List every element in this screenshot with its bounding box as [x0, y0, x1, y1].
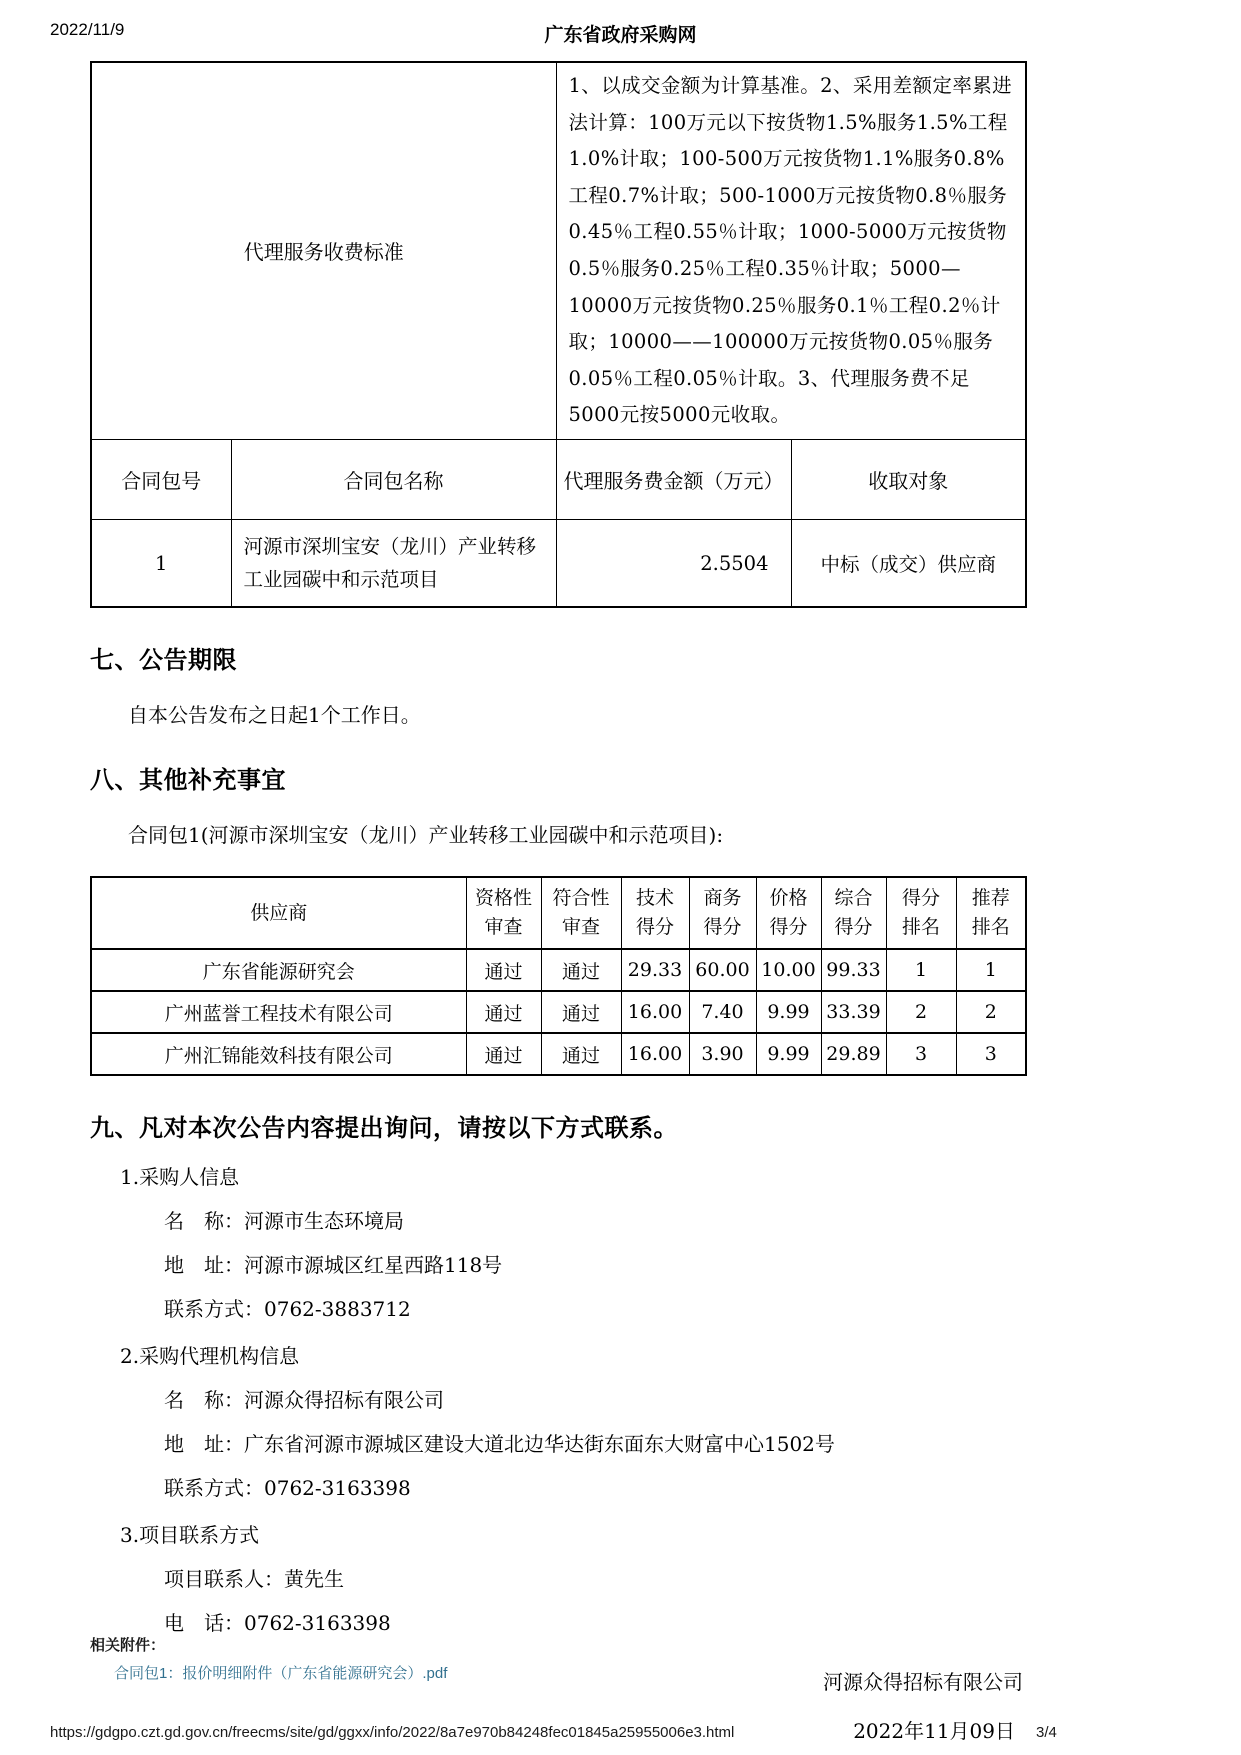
price-score-cell: 9.99 [756, 991, 821, 1033]
signature-company: 河源众得招标有限公司 [823, 1670, 1023, 1695]
total-score-cell: 99.33 [821, 949, 886, 991]
col-header-price-score: 价格 得分 [756, 877, 821, 949]
fee-standard-label: 代理服务收费标准 [91, 62, 556, 439]
technical-score-cell: 16.00 [621, 1033, 689, 1075]
supplier-row [91, 1033, 1026, 1075]
col-header-package-no: 合同包号 [91, 439, 231, 519]
purchaser-address: 地 址：河源市源城区红星西路118号 [164, 1253, 503, 1278]
section-8-body: 合同包1(河源市深圳宝安（龙川）产业转移工业园碳中和示范项目): [128, 823, 724, 848]
section-8-title: 八、其他补充事宜 [90, 765, 286, 795]
supplier-row [91, 991, 1026, 1033]
score-rank-cell: 2 [886, 991, 956, 1033]
conformity-cell: 通过 [541, 991, 621, 1033]
package-name-cell: 河源市深圳宝安（龙川）产业转移工业园碳中和示范项目 [231, 519, 556, 607]
document-content [90, 61, 1025, 1744]
fee-table-header-row [91, 439, 1026, 519]
col-header-fee-target: 收取对象 [791, 439, 1026, 519]
technical-score-cell: 29.33 [621, 949, 689, 991]
project-contact-phone: 电 话：0762-3163398 [164, 1611, 391, 1636]
agency-address: 地 址：广东省河源市源城区建设大道北边华达街东面东大财富中心1502号 [164, 1432, 835, 1457]
purchaser-info-title: 1.采购人信息 [120, 1165, 240, 1190]
qualification-cell: 通过 [466, 949, 541, 991]
site-title: 广东省政府采购网 [544, 25, 697, 46]
fee-target-cell: 中标（成交）供应商 [791, 519, 1026, 607]
recommend-rank-cell: 3 [956, 1033, 1026, 1075]
supplier-score-table [90, 876, 1027, 1076]
agency-name: 名 称：河源众得招标有限公司 [164, 1388, 444, 1413]
recommend-rank-cell: 1 [956, 949, 1026, 991]
price-score-cell: 10.00 [756, 949, 821, 991]
supplier-name-cell: 广州蓝誉工程技术有限公司 [91, 991, 466, 1033]
qualification-cell: 通过 [466, 991, 541, 1033]
col-header-recommend-rank: 推荐 排名 [956, 877, 1026, 949]
signature-date: 2022年11月09日 [853, 1719, 1015, 1744]
fee-table-data-row [91, 519, 1026, 607]
col-header-package-name: 合同包名称 [231, 439, 556, 519]
footer-url: https://gdgpo.czt.gd.gov.cn/freecms/site/gd/ggxx/info/2022/8a7e970b84248fec01845a25955006e3.html [50, 1724, 735, 1741]
supplier-row [91, 949, 1026, 991]
section-7-body: 自本公告发布之日起1个工作日。 [128, 703, 421, 728]
section-7-title: 七、公告期限 [90, 645, 237, 675]
section-9-title: 九、凡对本次公告内容提出询问，请按以下方式联系。 [90, 1113, 678, 1143]
col-header-total-score: 综合 得分 [821, 877, 886, 949]
agency-info-title: 2.采购代理机构信息 [120, 1344, 300, 1369]
score-table-header-row [91, 877, 1026, 949]
attachments-label: 相关附件： [90, 1637, 166, 1654]
col-header-technical-score: 技术 得分 [621, 877, 689, 949]
col-header-supplier: 供应商 [91, 877, 466, 949]
business-score-cell: 3.90 [689, 1033, 756, 1075]
attachment-pdf-link[interactable]: 合同包1：报价明细附件（广东省能源研究会）.pdf [114, 1665, 448, 1682]
purchaser-phone: 联系方式：0762-3883712 [164, 1297, 411, 1322]
fee-standard-description: 1、以成交金额为计算基准。2、采用差额定率累进法计算：100万元以下按货物1.5%服务1.5%工程1.0%计取；100-500万元按货物1.1%服务0.8%工程0.7%计取；500-1000万元按货物0.8％服务0.45％工程0.55％计取；1000-5000万元按货物0.5％服务0.25％工程0.35％计取；5000—10000万元按货物0.25％服务0.1％工程0.2％计取；10000——100000万元按货物0.05％服务0.05％工程0.05％计取。3、代理服务费不足5000元按5000元收取。 [556, 62, 1026, 439]
print-date: 2022/11/9 [50, 20, 125, 39]
col-header-qualification-review: 资格性 审查 [466, 877, 541, 949]
project-contact-person: 项目联系人：黄先生 [164, 1567, 344, 1592]
fee-amount-cell: 2.5504 [556, 519, 791, 607]
supplier-name-cell: 广东省能源研究会 [91, 949, 466, 991]
supplier-name-cell: 广州汇锦能效科技有限公司 [91, 1033, 466, 1075]
col-header-business-score: 商务 得分 [689, 877, 756, 949]
col-header-conformity-review: 符合性 审查 [541, 877, 621, 949]
recommend-rank-cell: 2 [956, 991, 1026, 1033]
qualification-cell: 通过 [466, 1033, 541, 1075]
price-score-cell: 9.99 [756, 1033, 821, 1075]
conformity-cell: 通过 [541, 1033, 621, 1075]
package-no-cell: 1 [91, 519, 231, 607]
fee-standard-row [91, 62, 1026, 439]
business-score-cell: 7.40 [689, 991, 756, 1033]
total-score-cell: 33.39 [821, 991, 886, 1033]
score-rank-cell: 1 [886, 949, 956, 991]
attachments-section [90, 1634, 447, 1683]
footer-page-number: 3/4 [1036, 1724, 1057, 1741]
score-rank-cell: 3 [886, 1033, 956, 1075]
project-contact-title: 3.项目联系方式 [120, 1523, 260, 1548]
agency-phone: 联系方式：0762-3163398 [164, 1476, 411, 1501]
technical-score-cell: 16.00 [621, 991, 689, 1033]
purchaser-name: 名 称：河源市生态环境局 [164, 1209, 404, 1234]
total-score-cell: 29.89 [821, 1033, 886, 1075]
col-header-fee-amount: 代理服务费金额（万元） [556, 439, 791, 519]
agency-fee-table [90, 61, 1027, 608]
conformity-cell: 通过 [541, 949, 621, 991]
print-header [0, 0, 1241, 47]
col-header-score-rank: 得分 排名 [886, 877, 956, 949]
business-score-cell: 60.00 [689, 949, 756, 991]
